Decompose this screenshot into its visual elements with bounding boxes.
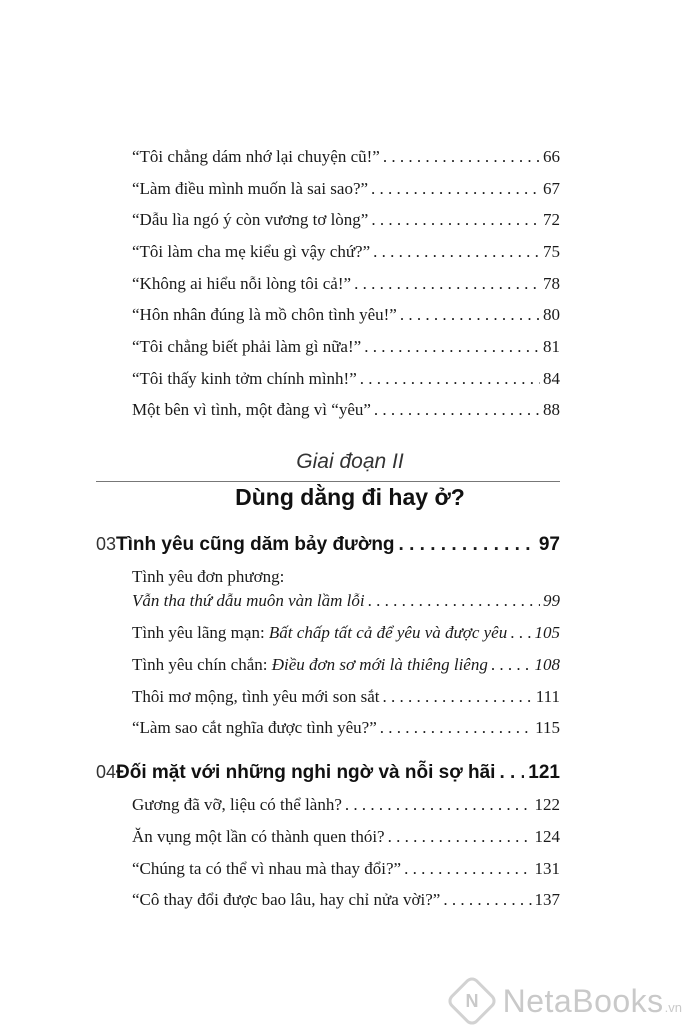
dot-leader	[354, 273, 540, 295]
dot-leader	[345, 794, 532, 816]
toc-entry-page: 88	[543, 400, 560, 419]
toc-entry-title: Ăn vụng một lần có thành quen thói?	[132, 827, 385, 846]
chapter-number: 03	[96, 534, 117, 554]
toc-entry-page: 99	[543, 591, 560, 610]
toc-entry-title: Một bên vì tình, một đàng vì “yêu”	[132, 400, 371, 419]
toc-entry	[132, 146, 560, 168]
dot-leader	[371, 178, 540, 200]
toc-entry	[132, 590, 560, 612]
toc-entry	[132, 273, 560, 295]
dot-leader	[400, 304, 540, 326]
toc-entry	[132, 686, 560, 708]
divider	[96, 481, 560, 482]
dot-leader	[399, 534, 535, 556]
stage-label: Giai đoạn II	[296, 450, 404, 473]
toc-entry-page: 75	[543, 242, 560, 261]
dot-leader	[491, 654, 532, 676]
toc-entry	[132, 889, 560, 911]
toc-entry-page: 108	[534, 655, 560, 674]
dot-leader	[371, 209, 540, 231]
toc-entry	[132, 368, 560, 390]
chapter-page: 121	[528, 762, 560, 783]
toc-entry	[132, 794, 560, 816]
toc-entry	[132, 399, 560, 421]
dot-leader	[364, 336, 540, 358]
toc-entry	[132, 209, 560, 231]
toc-entry	[132, 241, 560, 263]
toc-entry	[132, 858, 560, 880]
watermark-brand: NetaBooks	[502, 982, 664, 1019]
toc-entry	[132, 826, 560, 848]
toc-entry-title: “Tôi chẳng dám nhớ lại chuyện cũ!”	[132, 147, 380, 166]
toc-entry-title: “Làm sao cắt nghĩa được tình yêu?”	[132, 718, 377, 737]
toc-entry-title: “Tôi làm cha mẹ kiểu gì vậy chứ?”	[132, 242, 371, 261]
toc-entry-title: Gương đã vỡ, liệu có thể lành?	[132, 795, 342, 814]
toc-entry	[132, 304, 560, 326]
toc-entry-title: “Tôi thấy kinh tởm chính mình!”	[132, 369, 357, 388]
toc-entry-title: “Hôn nhân đúng là mồ chôn tình yêu!”	[132, 305, 397, 324]
toc-entry-subtitle	[132, 566, 560, 588]
toc-entry-page: 105	[534, 623, 560, 642]
dot-leader	[380, 717, 532, 739]
toc-entry-page: 84	[543, 369, 560, 388]
toc-entry-title: Tình yêu chín chắn:	[132, 655, 272, 674]
dot-leader	[388, 826, 532, 848]
toc-entry-title: “Tôi chẳng biết phải làm gì nữa!”	[132, 337, 362, 356]
chapter-heading	[96, 762, 560, 784]
toc-entry-title: “Cô thay đổi được bao lâu, hay chỉ nửa vời?”	[132, 890, 441, 909]
toc-entry-title-italic: Điều đơn sơ mới là thiêng liêng	[271, 655, 488, 674]
netabooks-logo-icon	[445, 974, 499, 1028]
logo-letter: N	[465, 990, 479, 1011]
toc-entry-page: 122	[534, 795, 560, 814]
chapter-page: 97	[538, 534, 560, 555]
toc-entry-page: 111	[535, 687, 560, 706]
dot-leader	[360, 368, 540, 390]
dot-leader	[510, 622, 531, 644]
toc-entry-title-italic: Vẫn tha thứ dẫu muôn vàn lầm lỗi	[132, 591, 365, 610]
dot-leader	[373, 241, 540, 263]
toc-entry-title: Tình yêu đơn phương:	[132, 567, 285, 586]
toc-entry-title-italic: Bất chấp tất cả để yêu và được yêu	[268, 623, 508, 642]
toc-entry-title: Tình yêu lãng mạn:	[132, 623, 269, 642]
watermark	[453, 982, 682, 1020]
toc-entry-page: 115	[535, 718, 560, 737]
toc-entry-page: 124	[534, 827, 560, 846]
toc-entry	[132, 178, 560, 200]
watermark-suffix: .vn	[664, 999, 682, 1015]
toc-entry-page: 81	[543, 337, 560, 356]
toc-entry	[132, 336, 560, 358]
dot-leader	[368, 590, 540, 612]
toc-entry-page: 131	[534, 859, 560, 878]
toc-entry-page: 78	[543, 274, 560, 293]
toc-entry	[132, 622, 560, 644]
toc-entry-title: “Dẫu lìa ngó ý còn vương tơ lòng”	[132, 210, 369, 229]
dot-leader	[374, 399, 540, 421]
chapter-title: Tình yêu cũng dăm bảy đường	[116, 534, 395, 555]
toc-entry-title: “Không ai hiểu nỗi lòng tôi cả!”	[132, 274, 352, 293]
chapter-heading	[96, 534, 560, 556]
toc-entry-page: 67	[543, 179, 560, 198]
dot-leader	[443, 889, 531, 911]
stage-title: Dùng dằng đi hay ở?	[235, 484, 465, 510]
toc-entry	[132, 717, 560, 739]
toc-entry-title: “Làm điều mình muốn là sai sao?”	[132, 179, 369, 198]
toc-entry-page: 80	[543, 305, 560, 324]
toc-entry-page: 72	[543, 210, 560, 229]
dot-leader	[382, 686, 532, 708]
dot-leader	[383, 146, 540, 168]
dot-leader	[499, 762, 524, 784]
toc-entry-page: 137	[534, 890, 560, 909]
toc-entry-title: Thôi mơ mộng, tình yêu mới son sắt	[132, 687, 380, 706]
chapter-number: 04	[96, 762, 117, 782]
toc-entry	[132, 654, 560, 676]
chapter-title: Đối mặt với những nghi ngờ và nỗi sợ hãi	[116, 762, 496, 783]
toc-entry-page: 66	[543, 147, 560, 166]
toc-entry-title: “Chúng ta có thể vì nhau mà thay đổi?”	[132, 859, 402, 878]
dot-leader	[404, 858, 531, 880]
